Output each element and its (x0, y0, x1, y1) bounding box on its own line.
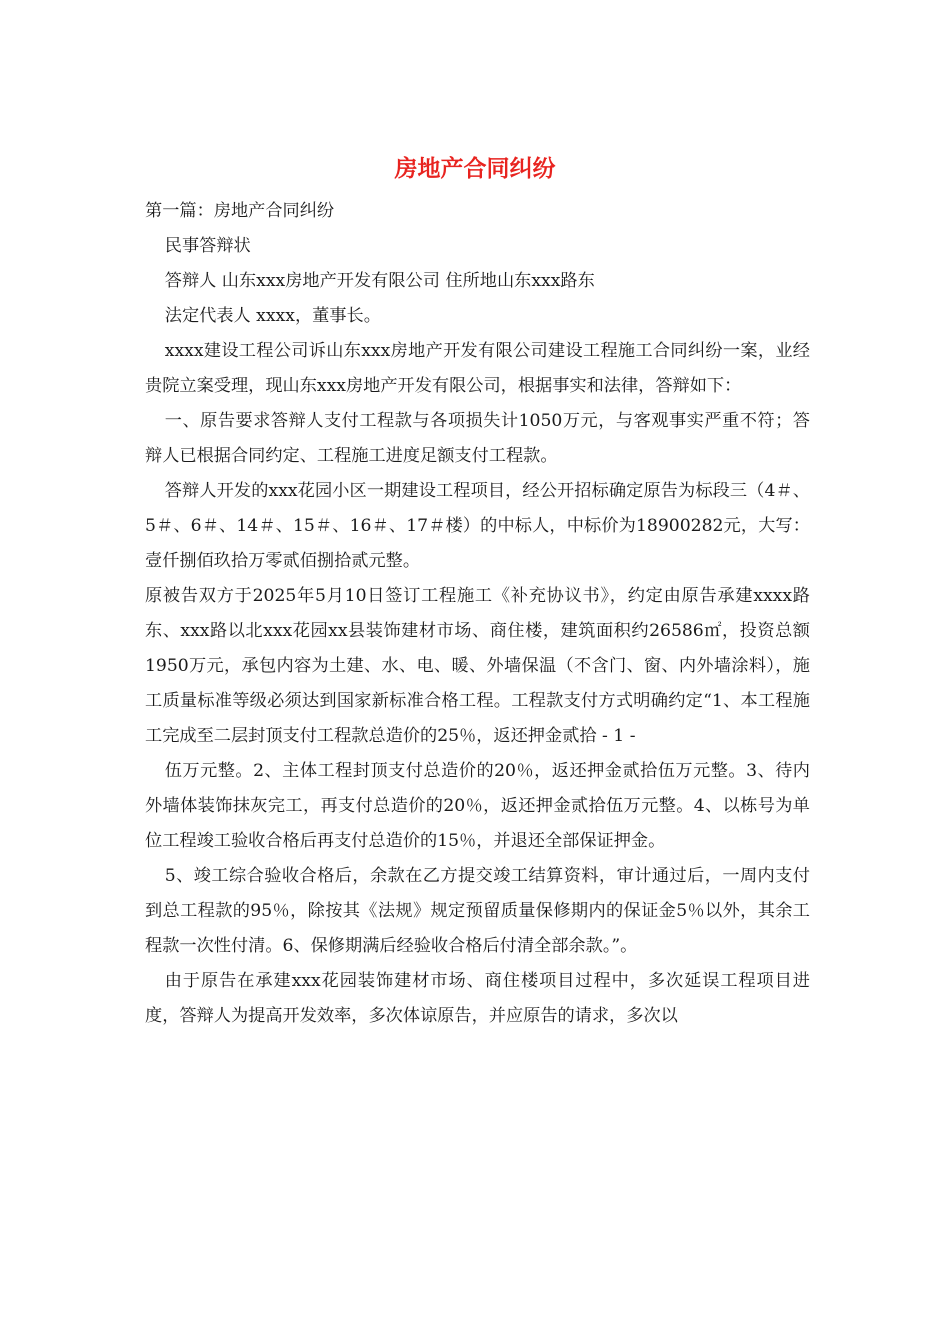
document-title: 房地产合同纠纷 (394, 155, 556, 182)
paragraph: xxxx建设工程公司诉山东xxx房地产开发有限公司建设工程施工合同纠纷一案，业经贵院立案受理，现山东xxx房地产开发有限公司，根据事实和法律，答辩如下： (145, 341, 810, 396)
paragraph: 5、竣工综合验收合格后，余款在乙方提交竣工结算资料，审计通过后，一周内支付到总工程款的95％，除按其《法规》规定预留质量保修期内的保证金5％以外，其余工程款一次性付清。6、保修期满后经验收合格后付清全部余款。”。 (145, 866, 810, 956)
paragraph: 由于原告在承建xxx花园装饰建材市场、商住楼项目过程中，多次延误工程项目进度，答辩人为提高开发效率，多次体谅原告，并应原告的请求，多次以 (145, 971, 810, 1026)
document-body (145, 194, 810, 1034)
paragraph: 民事答辩状 (164, 236, 251, 256)
paragraph: 原被告双方于2025年5月10日签订工程施工《补充协议书》，约定由原告承建xxxx路东、xxx路以北xxx花园xx县装饰建材市场、商住楼，建筑面积约26586㎡，投资总额1950万元，承包内容为土建、水、电、暖、外墙保温（不含门、窗、内外墙涂料），施工质量标准等级必须达到国家新标准合格工程。工程款支付方式明确约定“1、本工程施工完成至二层封顶支付工程款总造价的25％，返还押金贰拾 - 1 - (145, 586, 810, 746)
paragraph: 第一篇：房地产合同纠纷 (145, 201, 335, 221)
paragraph: 答辩人开发的xxx花园小区一期建设工程项目，经公开招标确定原告为标段三（4＃、5＃、6＃、14＃、15＃、16＃、17＃楼）的中标人，中标价为18900282元，大写：壹仟捌佰玖拾万零贰佰捌拾贰元整。 (145, 481, 810, 571)
paragraph: 答辩人 山东xxx房地产开发有限公司 住所地山东xxx路东 (164, 271, 595, 291)
paragraph: 伍万元整。2、主体工程封顶支付总造价的20％，返还押金贰拾伍万元整。3、待内外墙体装饰抹灰完工，再支付总造价的20％，返还押金贰拾伍万元整。4、以栋号为单位工程竣工验收合格后再支付总造价的15％，并退还全部保证押金。 (145, 761, 810, 851)
paragraph: 法定代表人 xxxx，董事长。 (164, 306, 381, 326)
paragraph: 一、原告要求答辩人支付工程款与各项损失计1050万元，与客观事实严重不符；答辩人已根据合同约定、工程施工进度足额支付工程款。 (145, 411, 810, 466)
